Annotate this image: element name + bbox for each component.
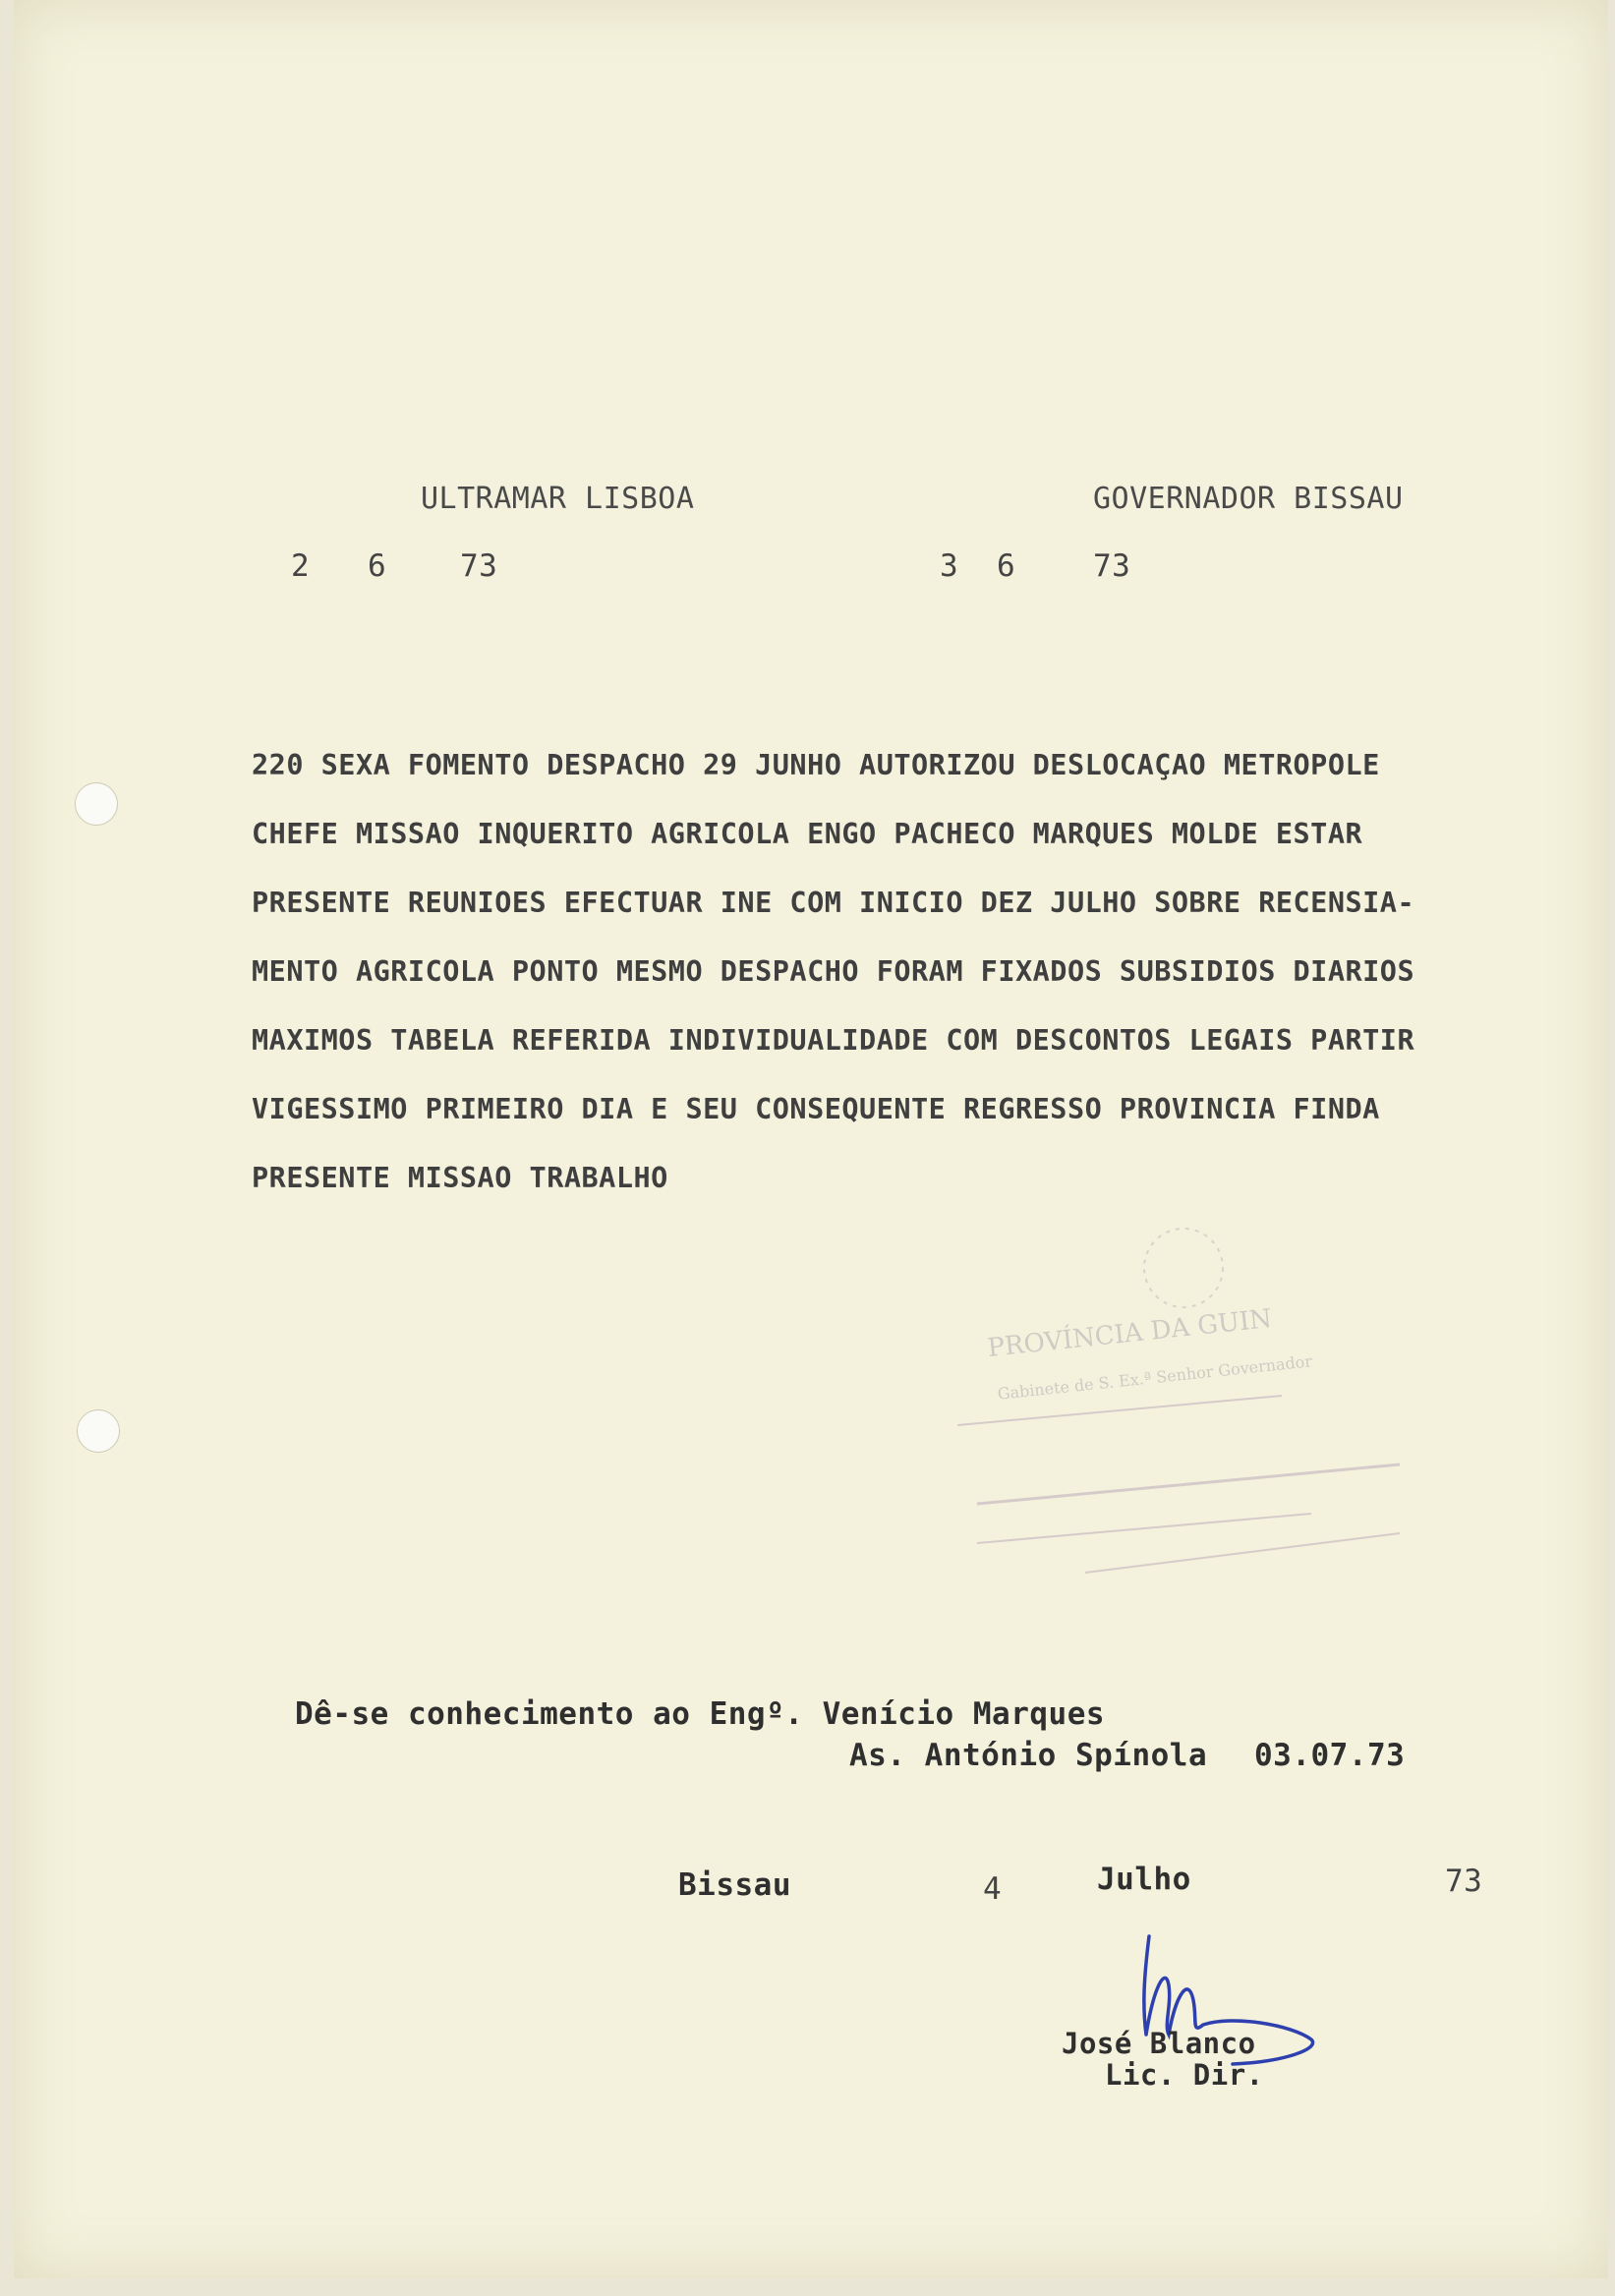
- sent-year: 73: [460, 548, 498, 584]
- signatory-name: José Blanco: [1062, 2027, 1256, 2060]
- stamp-line1: PROVÍNCIA DA GUIN: [986, 1303, 1274, 1364]
- stamp-line2: Gabinete de S. Ex.ª Senhor Governador: [996, 1351, 1313, 1404]
- message-line: PRESENTE REUNIOES EFECTUAR INE COM INICIO DEZ JULHO SOBRE RECENSIA-: [252, 887, 1415, 919]
- sent-month: 6: [368, 548, 387, 584]
- despacho-line: Dê-se conhecimento ao Engº. Venício Marques: [295, 1696, 1106, 1732]
- header-to: GOVERNADOR BISSAU: [1093, 482, 1404, 516]
- footer-place: Bissau: [678, 1867, 791, 1903]
- header-from: ULTRAMAR LISBOA: [421, 482, 695, 516]
- punch-hole-bottom: [77, 1409, 120, 1453]
- footer-year: 73: [1445, 1864, 1483, 1899]
- message-line: CHEFE MISSAO INQUERITO AGRICOLA ENGO PACHECO MARQUES MOLDE ESTAR: [252, 818, 1363, 850]
- punch-hole-top: [75, 782, 118, 826]
- recv-year: 73: [1093, 548, 1131, 584]
- stamp-graphic: [938, 1219, 1410, 1592]
- recv-month: 6: [997, 548, 1016, 584]
- document-page: [14, 0, 1608, 2278]
- message-line: 220 SEXA FOMENTO DESPACHO 29 JUNHO AUTORIZOU DESLOCAÇAO METROPOLE: [252, 749, 1380, 781]
- message-line: MENTO AGRICOLA PONTO MESMO DESPACHO FORAM FIXADOS SUBSIDIOS DIARIOS: [252, 955, 1415, 988]
- message-line: VIGESSIMO PRIMEIRO DIA E SEU CONSEQUENTE REGRESSO PROVINCIA FINDA: [252, 1093, 1380, 1125]
- footer-month: Julho: [1097, 1862, 1191, 1897]
- official-stamp: [938, 1219, 1410, 1592]
- despacho-date: 03.07.73: [1254, 1738, 1406, 1773]
- footer-day: 4: [983, 1871, 1003, 1907]
- despacho-signed-by: As. António Spínola: [849, 1738, 1208, 1773]
- sent-day: 2: [291, 548, 311, 584]
- message-line: PRESENTE MISSAO TRABALHO: [252, 1162, 668, 1194]
- signatory-title: Lic. Dir.: [1105, 2058, 1264, 2092]
- recv-day: 3: [940, 548, 959, 584]
- message-line: MAXIMOS TABELA REFERIDA INDIVIDUALIDADE COM DESCONTOS LEGAIS PARTIR: [252, 1024, 1415, 1057]
